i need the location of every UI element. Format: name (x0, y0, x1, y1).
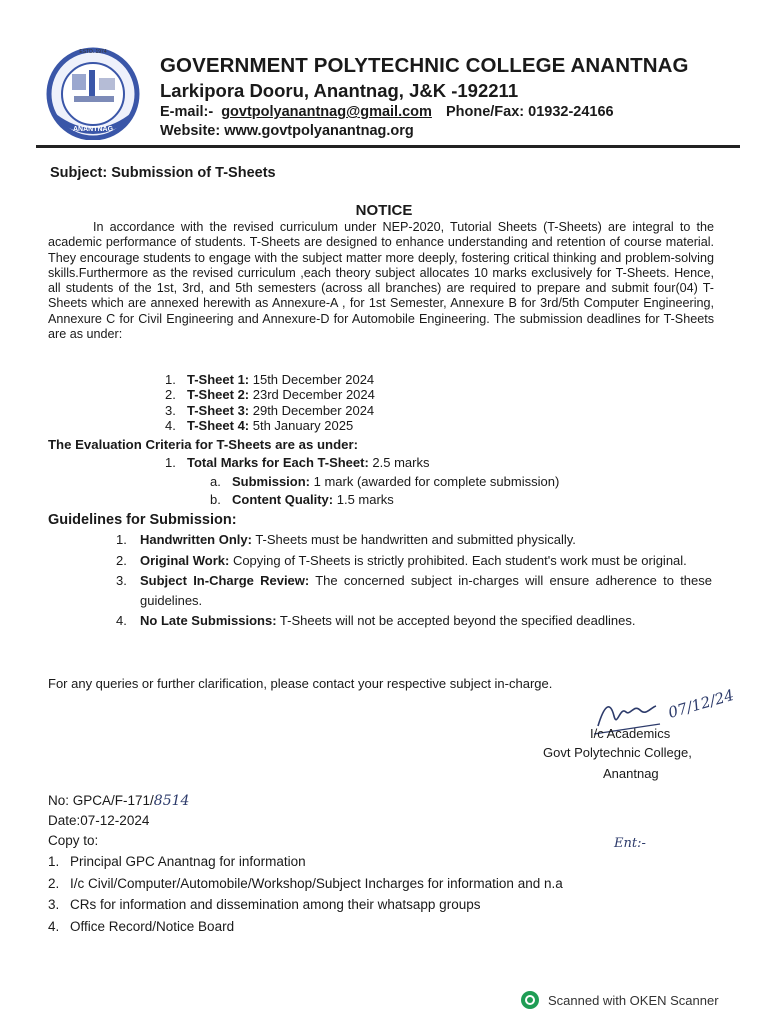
item-value: 2.5 marks (368, 455, 430, 470)
item-number: 1. (116, 532, 127, 547)
item-number: 2. (116, 552, 127, 568)
item-label: Total Marks for Each T-Sheet: (187, 455, 369, 470)
item-text: I/c Civil/Computer/Automobile/Workshop/Subject Incharges for information and n.a (70, 875, 563, 891)
subject-line: Subject: Submission of T-Sheets (50, 165, 276, 181)
guidelines-heading: Guidelines for Submission: (48, 512, 237, 528)
scanner-watermark (520, 990, 719, 1010)
list-item (48, 916, 563, 938)
item-number: 1. (165, 455, 176, 470)
deadline-list (165, 372, 375, 433)
reference-number (48, 793, 189, 809)
item-number: 3. (48, 897, 60, 912)
item-number: 1. (48, 854, 60, 869)
signatory-role: I/c Academics (590, 726, 671, 741)
entry-mark: Ent:- (614, 836, 646, 851)
item-number: b. (210, 492, 221, 507)
list-item (48, 894, 563, 916)
list-item (165, 418, 375, 433)
item-value: T-Sheets must be handwritten and submitted physically. (251, 532, 576, 547)
item-number: 3. (116, 573, 127, 588)
item-label: T-Sheet 4: (187, 417, 250, 433)
date-label: Date: (48, 813, 81, 828)
list-item (116, 571, 712, 610)
item-label: Subject In-Charge Review: (140, 573, 310, 588)
item-label: T-Sheet 3: (187, 402, 250, 418)
scanner-logo-icon (520, 990, 540, 1010)
college-logo (44, 44, 142, 140)
signatory-college: Govt Polytechnic College, (543, 745, 692, 760)
notice-title: NOTICE (355, 202, 413, 219)
email-link[interactable]: govtpolyanantnag@gmail.com (221, 104, 432, 120)
website-link[interactable]: www.govtpolyanantnag.org (224, 123, 414, 139)
item-number: 4. (165, 417, 176, 433)
scanner-watermark-text: Scanned with OKEN Scanner (548, 992, 719, 1008)
date-value: 07-12-2024 (80, 813, 150, 828)
notice-body (48, 220, 714, 342)
list-item (116, 530, 712, 550)
item-number: a. (210, 474, 221, 489)
item-label: T-Sheet 1: (187, 372, 250, 387)
item-value: 29th December 2024 (249, 402, 375, 418)
signature-date: 07/12/24 (666, 686, 736, 722)
logo-text-top: ESTD. 1974 (79, 49, 107, 55)
list-item (116, 551, 712, 571)
item-label: No Late Submissions: (140, 613, 277, 628)
item-value: Copying of T-Sheets is strictly prohibited. Each student's work must be original. (229, 552, 687, 568)
item-value: 1 mark (awarded for complete submission) (310, 474, 560, 489)
list-item (165, 372, 375, 387)
list-item (48, 873, 563, 895)
reference-handwritten: 8514 (153, 793, 190, 809)
item-value: 23rd December 2024 (249, 387, 375, 403)
evaluation-list (165, 455, 429, 470)
item-value: The concerned subject in-charges will ensure adherence to these guidelines. (140, 573, 712, 608)
list-item (210, 473, 559, 491)
item-label: Submission: (232, 474, 311, 489)
list-item (48, 851, 563, 873)
contact-line (160, 104, 614, 120)
item-value: 15th December 2024 (249, 372, 375, 387)
body-paragraph: In accordance with the revised curriculum under NEP-2020, Tutorial Sheets (T-Sheets) are integral to the academic performance of students. T-Sheets are designed to enhance understanding and retention of course material. They encourage students to engage with the subject matter more deeply, fostering critical thinking and problem-solving skills.Furthermore as the revised curriculum ,each theory subject allocates 10 marks exclusively for T-Sheets. Hence, all students of the 1st, 3rd, and 5th semesters (across all branches) are required to prepare and submit four(04) T-Sheets which are annexed herewith as Annexure-A , for 1st Semester, Annexure B for 3rd/5th Computer Engineering, Annexure C for Civil Engineering and Annexure-D for Automobile Engineering. The submission deadlines for T-Sheets are as under: (48, 220, 714, 342)
item-label: Content Quality: (232, 492, 334, 507)
item-number: 4. (48, 918, 60, 934)
item-text: CRs for information and dissemination among their whatsapp groups (70, 897, 481, 912)
item-label: T-Sheet 2: (187, 387, 250, 403)
signatory-place: Anantnag (603, 766, 659, 781)
item-value: T-Sheets will not be accepted beyond the specified deadlines. (276, 613, 636, 628)
item-label: Handwritten Only: (140, 532, 252, 547)
website-label: Website: (160, 123, 221, 139)
item-value: 5th January 2025 (249, 417, 354, 433)
evaluation-sublist (210, 473, 559, 509)
copy-list (48, 851, 563, 937)
list-item (165, 455, 429, 470)
list-item (165, 403, 375, 418)
list-item (165, 387, 375, 402)
reference-label: No: GPCA/F-171/ (48, 793, 154, 808)
item-number: 2. (48, 875, 60, 891)
item-value: 1.5 marks (333, 492, 394, 507)
item-text: Office Record/Notice Board (70, 918, 235, 934)
list-item (210, 491, 559, 509)
item-label: Original Work: (140, 552, 230, 568)
guidelines-list (116, 530, 712, 632)
item-text: Principal GPC Anantnag for information (70, 854, 306, 869)
header-divider (36, 145, 740, 148)
issue-date (48, 813, 149, 828)
item-number: 2. (165, 387, 176, 403)
phone-number: 01932-24166 (528, 104, 614, 120)
copy-to-heading: Copy to: (48, 833, 99, 848)
phone-label: Phone/Fax: (445, 104, 525, 120)
college-name: GOVERNMENT POLYTECHNIC COLLEGE ANANTNAG (160, 54, 689, 77)
item-number: 3. (165, 402, 176, 418)
evaluation-heading: The Evaluation Criteria for T-Sheets are as under: (48, 437, 358, 452)
item-number: 4. (116, 613, 127, 628)
queries-note: For any queries or further clarification, please contact your respective subject in-charge. (48, 676, 553, 691)
item-number: 1. (165, 372, 176, 387)
college-address: Larkipora Dooru, Anantnag, J&K -192211 (160, 80, 519, 101)
logo-text-bottom: ANANTNAG (72, 126, 114, 133)
email-label: E-mail:- (160, 104, 214, 120)
list-item (116, 611, 712, 631)
website-line (160, 123, 414, 139)
